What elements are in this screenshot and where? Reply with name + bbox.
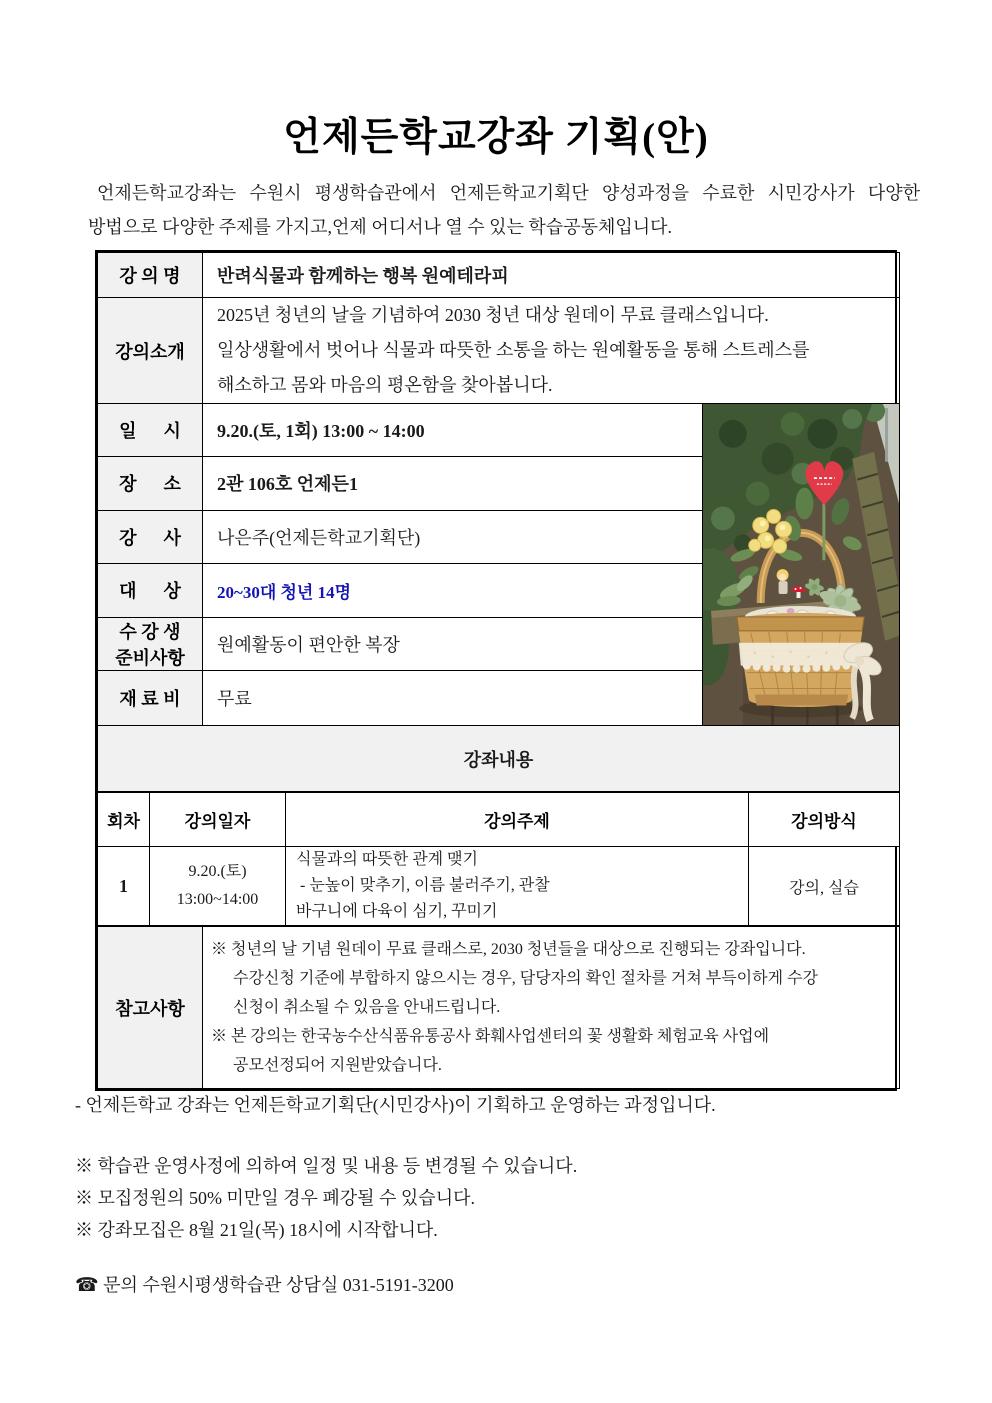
preparation-label-line: 수 강 생 — [119, 621, 181, 642]
fee-value: 무료 — [203, 671, 703, 726]
row-label-preparation — [98, 617, 203, 671]
session-date-line: 9.20.(토) — [188, 863, 247, 881]
notes-content — [203, 927, 900, 1089]
notes-line: 수강신청 기준에 부합하지 않으시는 경우, 담당자의 확인 절차를 거쳐 부득이하게 수강 — [233, 970, 818, 988]
footer-notice: ※ 강좌모집은 8월 21일(목) 18시에 시작합니다. — [75, 1220, 438, 1240]
course-intro-line: 해소하고 몸와 마음의 평온함을 찾아봅니다. — [217, 375, 553, 395]
row-label-instructor: 강 사 — [98, 510, 203, 563]
session-date — [150, 847, 286, 926]
preparation-label-line: 준비사항 — [115, 647, 185, 668]
footer-contact — [75, 1272, 925, 1299]
notes-line: ※ 청년의 날 기념 원데이 무료 클래스로, 2030 청년들을 대상으로 진행되는 강좌입니다. — [211, 941, 806, 959]
course-intro-line: 2025년 청년의 날을 기념하여 2030 청년 대상 원데이 무료 클래스입니다. — [217, 305, 769, 325]
intro-paragraph: 언제든학교강좌는 수원시 평생학습관에서 언제든학교기획단 양성과정을 수료한 시민강사가 다양한 방법으로 다양한 주제를 가지고,언제 어디서나 열 수 있는 학습공동체입니다. — [88, 183, 920, 237]
session-method: 강의, 실습 — [749, 847, 900, 926]
row-label-course-name: 강 의 명 — [98, 253, 203, 298]
row-label-fee: 재 료 비 — [98, 671, 203, 726]
footer-notice: ※ 학습관 운영사정에 의하여 일정 및 내용 등 변경될 수 있습니다. — [75, 1156, 578, 1176]
instructor-value: 나은주(언제든학교기획단) — [203, 510, 703, 563]
course-content-row — [98, 847, 900, 926]
photo-cell — [703, 404, 900, 726]
place-value: 2관 106호 언제든1 — [203, 456, 703, 510]
notes-table — [97, 926, 900, 1089]
session-number: 1 — [98, 847, 150, 926]
course-intro-line: 일상생활에서 벗어나 식물과 따뜻한 소통을 하는 원예활동을 통해 스트레스를 — [217, 340, 810, 360]
session-topic-line: - 눈높이 맞추기, 이름 불러주기, 관찰 — [296, 877, 550, 895]
session-topic — [286, 847, 749, 926]
page-title: 언제든학교강좌 기획(안) — [283, 116, 709, 159]
column-header-topic: 강의주제 — [286, 793, 749, 847]
phone-icon: ☎ — [75, 1275, 99, 1296]
notes-line: 신청이 취소될 수 있음을 안내드립니다. — [233, 999, 501, 1017]
column-header-session: 회차 — [98, 793, 150, 847]
row-label-target: 대 상 — [98, 563, 203, 617]
preparation-value: 원예활동이 편안한 복장 — [203, 617, 703, 671]
course-plan-table — [95, 250, 897, 1091]
datetime-value: 9.20.(토, 1회) 13:00 ~ 14:00 — [203, 404, 703, 457]
course-intro-value — [203, 298, 900, 404]
row-label-datetime: 일 시 — [98, 404, 203, 457]
row-label-notes: 참고사항 — [98, 927, 203, 1089]
session-topic-line: 식물과의 따뜻한 관계 맺기 — [296, 851, 479, 869]
row-label-course-intro: 강의소개 — [98, 298, 203, 404]
row-label-place: 장 소 — [98, 456, 203, 510]
notes-line: ※ 본 강의는 한국농수산식품유통공사 화훼사업센터의 꽃 생활화 체험교육 사업에 — [211, 1028, 770, 1046]
footer-notice: ※ 모집정원의 50% 미만일 경우 폐강될 수 있습니다. — [75, 1188, 475, 1208]
footer — [75, 1092, 925, 1299]
course-name-value: 반려식물과 함께하는 행복 원예테라피 — [203, 253, 900, 298]
footer-dash-note: - 언제든학교 강좌는 언제든학교기획단(시민강사)이 기획하고 운영하는 과정입니다. — [75, 1095, 716, 1115]
session-date-line: 13:00~14:00 — [176, 891, 259, 909]
column-header-date: 강의일자 — [150, 793, 286, 847]
course-content-table — [97, 792, 900, 926]
section-header-course-content: 강좌내용 — [98, 726, 900, 792]
notes-line: 공모선정되어 지원받았습니다. — [233, 1057, 442, 1075]
session-topic-line: 바구니에 다육이 심기, 꾸미기 — [296, 903, 498, 921]
target-value: 20~30대 청년 14명 — [203, 563, 703, 617]
column-header-method: 강의방식 — [749, 793, 900, 847]
footer-contact-text: 문의 수원시평생학습관 상담실 031-5191-3200 — [103, 1275, 454, 1295]
course-photo — [703, 404, 899, 725]
course-info-table — [97, 252, 900, 792]
